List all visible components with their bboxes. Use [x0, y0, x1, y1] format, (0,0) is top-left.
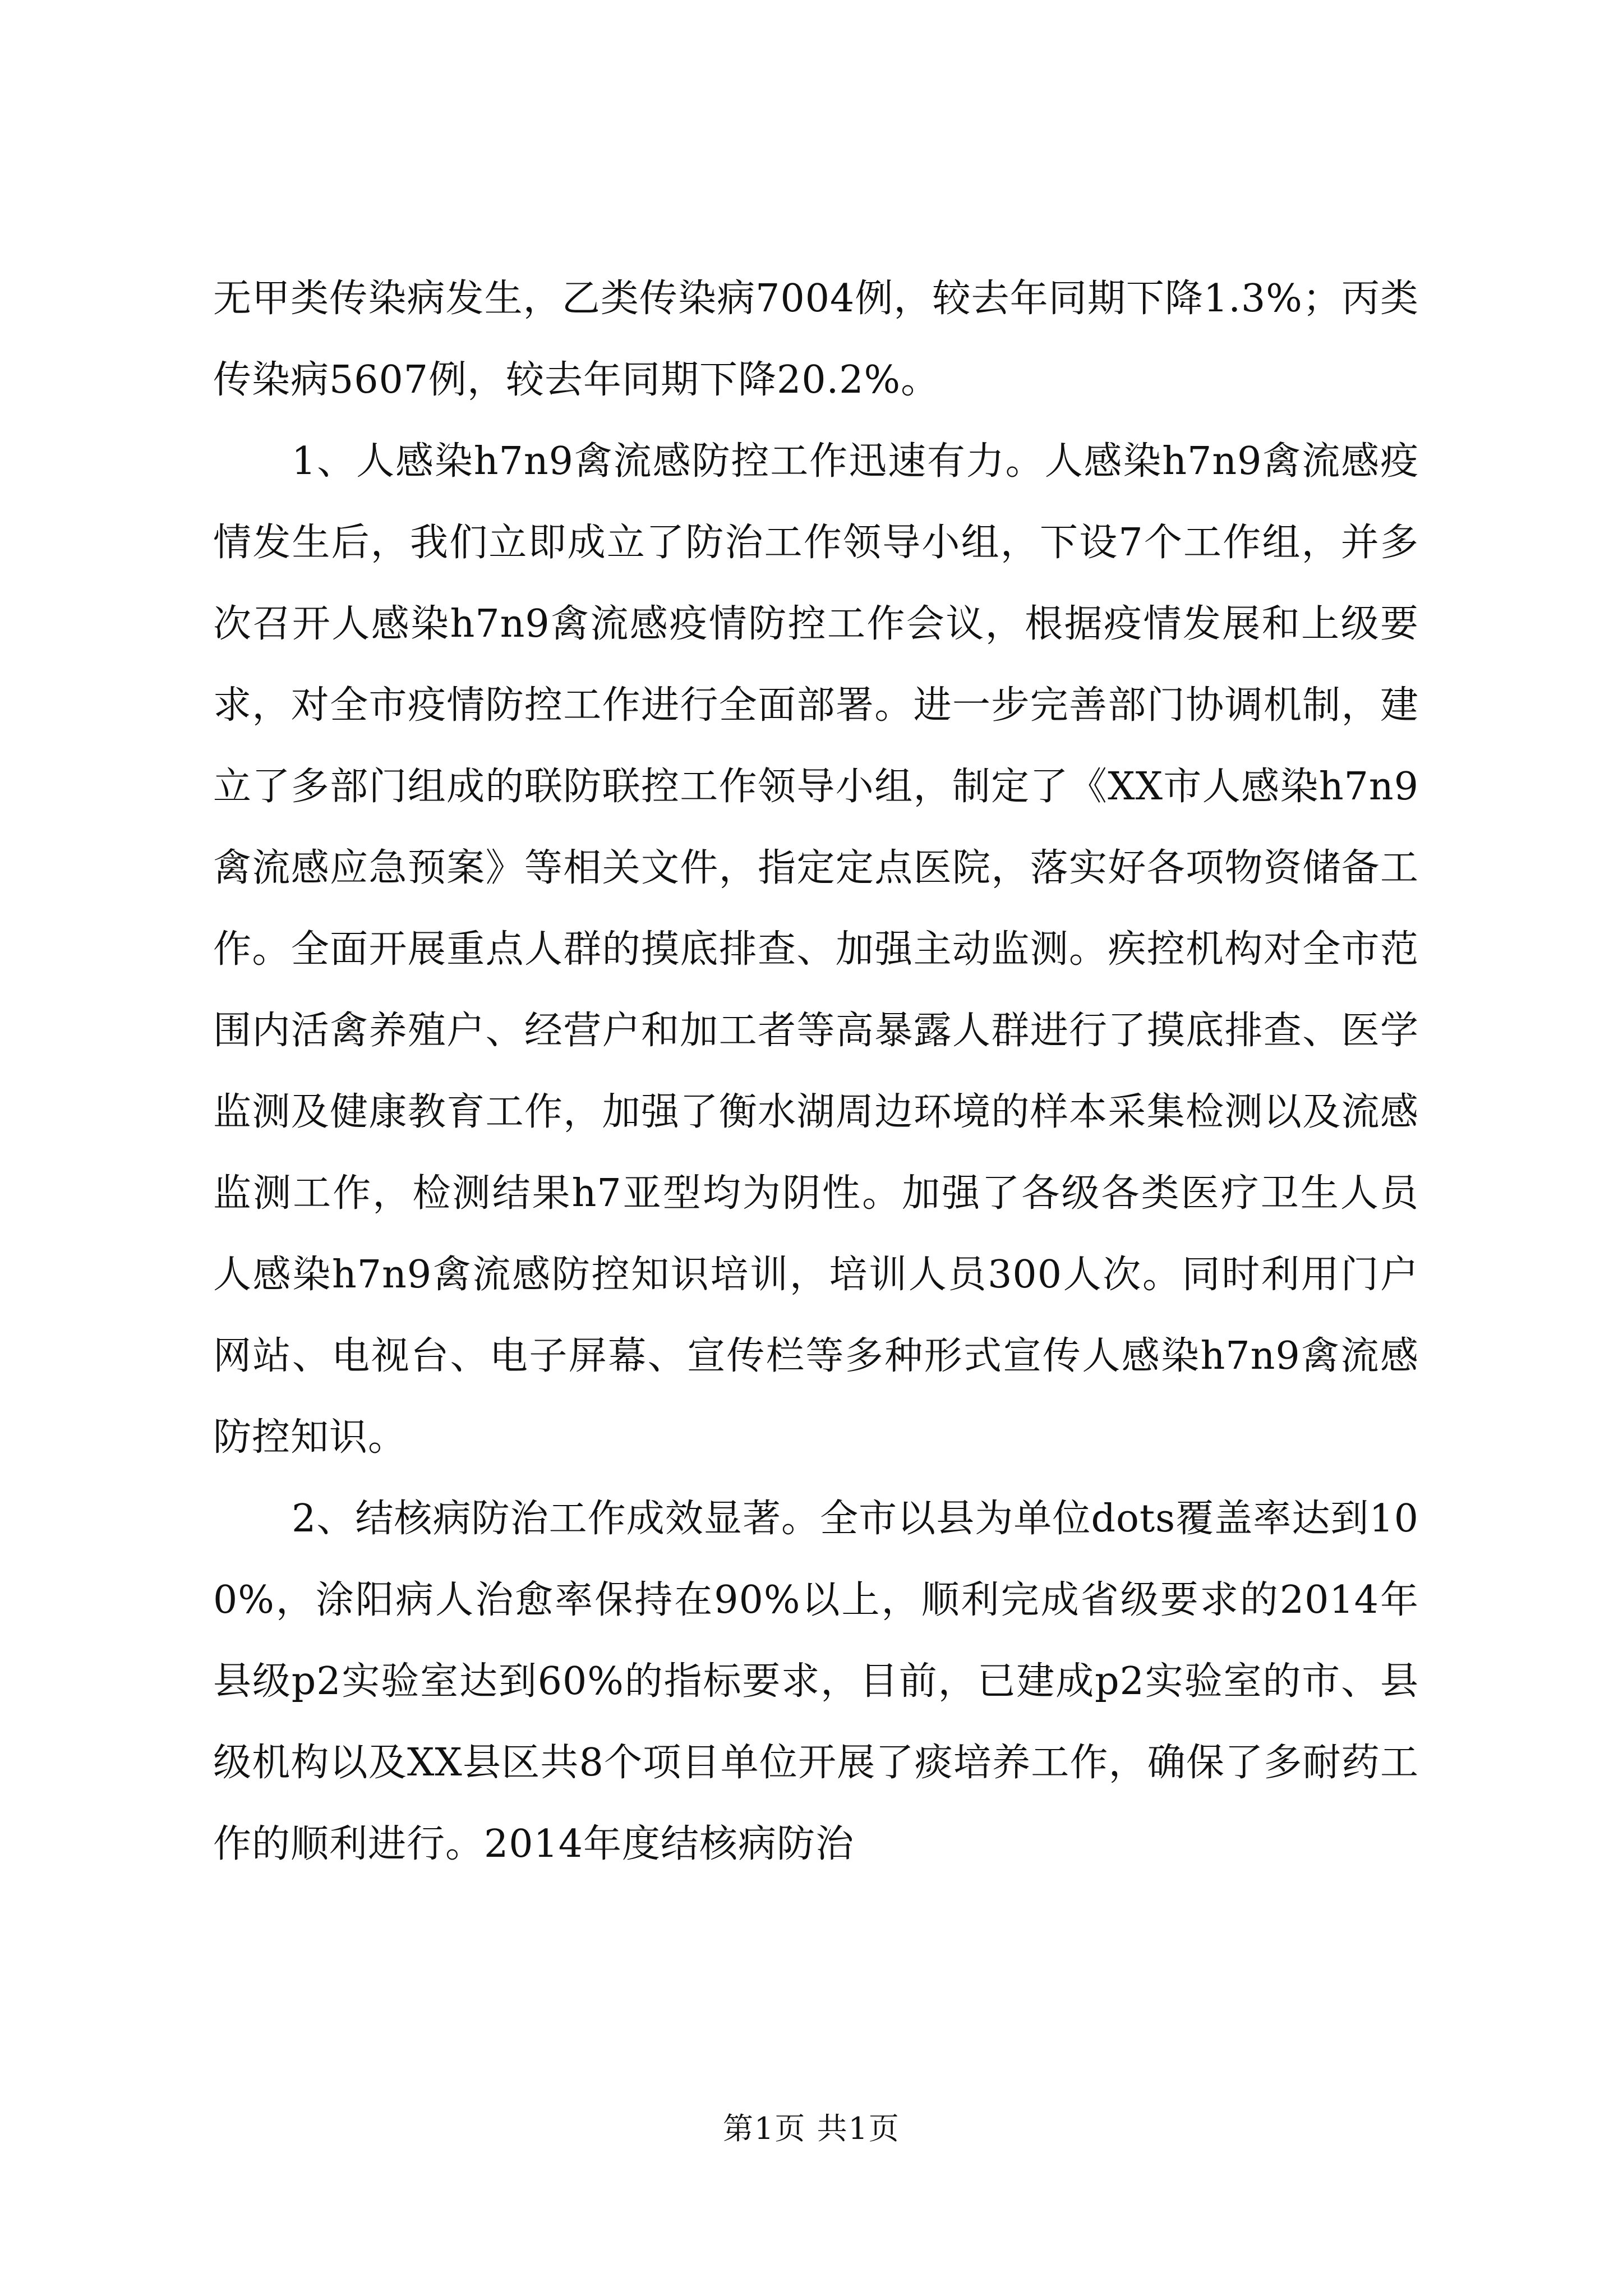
paragraph-2: 1、人感染h7n9禽流感防控工作迅速有力。人感染h7n9禽流感疫情发生后，我们立即成立了防治工作领导小组，下设7个工作组，并多次召开人感染h7n9禽流感疫情防控工作会议，根据疫情发展和上级要求，对全市疫情防控工作进行全面部署。进一步完善部门协调机制，建立了多部门组成的联防联控工作领导小组，制定了《XX市人感染h7n9禽流感应急预案》等相关文件，指定定点医院，落实好各项物资储备工作。全面开展重点人群的摸底排查、加强主动监测。疾控机构对全市范围内活禽养殖户、经营户和加工者等高暴露人群进行了摸底排查、医学监测及健康教育工作，加强了衡水湖周边环境的样本采集检测以及流感监测工作，检测结果h7亚型均为阴性。加强了各级各类医疗卫生人员人感染h7n9禽流感防控知识培训，培训人员300人次。同时利用门户网站、电视台、电子屏幕、宣传栏等多种形式宣传人感染h7n9禽流感防控知识。 [213, 439, 1419, 1460]
paragraph-3: 2、结核病防治工作成效显著。全市以县为单位dots覆盖率达到100%，涂阳病人治愈率保持在90%以上，顺利完成省级要求的2014年县级p2实验室达到60%的指标要求，目前，已建成p2实验室的市、县级机构以及XX县区共8个项目单位开展了痰培养工作，确保了多耐药工作的顺利进行。2014年度结核病防治 [213, 1497, 1419, 1866]
paragraph-1: 无甲类传染病发生，乙类传染病7004例，较去年同期下降1.3%；丙类传染病5607例，较去年同期下降20.2%。 [213, 277, 1419, 402]
page-footer: 第1页 共1页 [723, 2111, 900, 2146]
document-body [213, 258, 1419, 1885]
